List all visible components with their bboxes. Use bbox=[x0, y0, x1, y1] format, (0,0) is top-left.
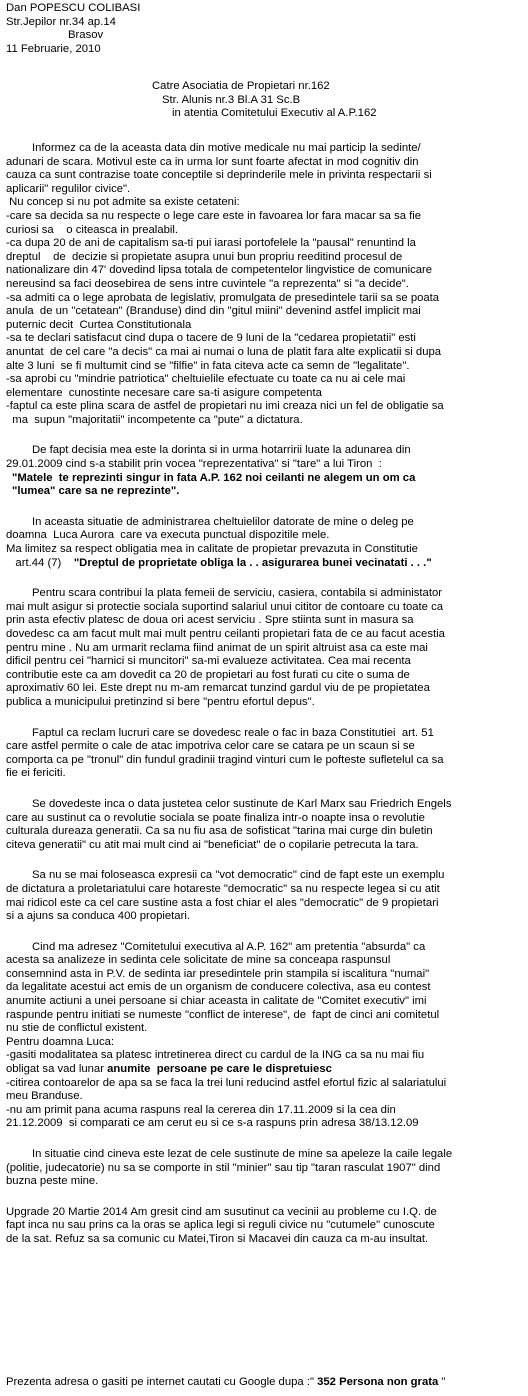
text-line: In aceasta situatie de administrarea cheltuielilor datorate de mine o deleg pe bbox=[32, 515, 414, 528]
text-line: -ca dupa 20 de ani de capitalism sa-ti pui iarasi portofelele la "pausal" renuntind la bbox=[6, 237, 416, 250]
paragraph-contribution bbox=[6, 587, 522, 709]
text-line: fie ei fericiti. bbox=[6, 767, 66, 780]
text-line: acesta sa analizeze in sedinta cele solicitate de mine sa conceapa raspunsul bbox=[6, 954, 391, 967]
recipient-line-1: Catre Asociatia de Propietari nr.162 bbox=[152, 80, 330, 92]
text-line: elementare cunostinte necesare care sa-ti asigure competenta bbox=[6, 386, 322, 399]
text-line: comporta ca pe "tronul" din fundul gradinii tragind vinturi cum le pofteste sufletelul ca sa bbox=[6, 753, 444, 766]
recipient-line-3: in atentia Comitetului Executiv al A.P.162 bbox=[172, 107, 377, 120]
paragraph-revolution bbox=[6, 798, 522, 852]
paragraph-constitution bbox=[6, 727, 522, 781]
text-line bbox=[6, 557, 522, 571]
text-line: care au sustinut ca o revolutie sociala se poate finaliza intr-o noapte insa o revolutie bbox=[6, 811, 425, 824]
text-line: meu Branduse. bbox=[6, 1090, 83, 1103]
text-line: si a ajuns sa conduca 400 propietari. bbox=[6, 910, 191, 923]
text-line: care astfel permite o cale de atac impotriva celor care se catara pe un scaun si se bbox=[6, 740, 415, 753]
text-line: ma supun "majoritatii" incompetente ca "pute" a dictatura. bbox=[6, 413, 303, 426]
text-line: aproximativ 60 lei. Este drept nu m-am remarcat tunzind gardul viu de pe propietatea bbox=[6, 682, 430, 695]
text-line: prin asta efectiv platesc de doua ori acest serviciu . Spre stiinta sunt in masura sa bbox=[6, 614, 414, 627]
luca-text: obligat sa vad lunar bbox=[6, 1063, 108, 1076]
footer-text: Prezenta adresa o gasiti pe internet cautati cu Google dupa :" bbox=[6, 1376, 318, 1388]
text-line bbox=[6, 1063, 522, 1077]
text-line: In situatie cind cineva este lezat de cele sustinute de mine sa apeleze la caile legale bbox=[32, 1148, 453, 1160]
text-line: da legalitate acestui act emis de un organism de conducere colectiva, asa eu contest bbox=[6, 981, 431, 994]
paragraph-delegation bbox=[6, 516, 522, 570]
letter-body bbox=[6, 142, 522, 1264]
text-line: -gasiti modalitatea sa platesc intretinerea direct cu cardul de la ING ca sa nu mai fiu bbox=[6, 1049, 425, 1062]
luca-heading: Pentru doamna Luca: bbox=[6, 1035, 115, 1048]
text-line: nationalizare din 47' dovedind lipsa totala de competentelor lingvistice de comunicare bbox=[6, 264, 433, 277]
text-line: Pentru scara contribui la plata femeii de serviciu, casiera, contabila si administator bbox=[32, 587, 443, 600]
text-line: 29.01.2009 cind s-a stabilit prin vocea "reprezentativa" si "tare" a lui Tiron : bbox=[6, 458, 382, 471]
text-line: pentru mine . Nu am urmarit reclama fiind animat de un spirit altruist asa ca este mai bbox=[6, 641, 428, 654]
text-line: Sa nu se mai foloseasca expresii ca "vot democratic" cind de fapt este un exemplu bbox=[32, 869, 445, 882]
text-line: puternic decit Curtea Constitutionala bbox=[6, 318, 192, 331]
text-line: raspunde pentru initiati se numeste "conflict de interese", de fapt de cinci ani comitetul bbox=[6, 1008, 440, 1021]
text-line: 21.12.2009 si comparati ce am cerut eu si ce s-a raspuns prin adresa 38/13.12.09 bbox=[6, 1117, 419, 1130]
text-line: anuntat de cel care "a decis" ca mai ai numai o luna de platit fara alte explicatii si dupa bbox=[6, 345, 442, 358]
text-line: buzna peste mine. bbox=[6, 1175, 99, 1188]
text-line: anumite actiuni a unei persoane si chiar aceasta in calitate de "Comitet executiv" imi bbox=[6, 995, 427, 1008]
footer-quote-end: " bbox=[438, 1376, 446, 1388]
paragraph-committee bbox=[6, 941, 522, 1131]
text-line: citeva generatii" cu atit mai mult cind ai "beneficiat" de o copilarie petrecuta la tara. bbox=[6, 838, 419, 851]
text-line: -faptul ca este plina scara de astfel de propietari nu imi creaza nici un fel de obligatie sa bbox=[6, 400, 444, 413]
footer-search-hint bbox=[6, 1376, 528, 1390]
paragraph-legal bbox=[6, 1148, 522, 1189]
text-line: aplicarii" regulilor civice". bbox=[6, 182, 131, 195]
text-line: -sa admiti ca o lege aprobata de legislativ, promulgata de presedintele tarii sa se poata bbox=[6, 291, 440, 304]
search-term: 352 Persona non grata bbox=[317, 1376, 439, 1388]
text-line: Ma limitez sa respect obligatia mea in calitate de propietar prevazuta in Constitutie bbox=[6, 543, 418, 556]
text-line: -sa te declari satisfacut cind dupa o tacere de 9 luni de la "cedarea propietatii" esti bbox=[6, 332, 416, 345]
text-line: alte 3 luni se fi multumit cind se "filfie" in fata citeva acte ca semn de "legalitate". bbox=[6, 359, 410, 372]
text-line: -sa aprobi cu "mindrie patriotica" cheltuielile efectuate cu toate ca nu ai cele mai bbox=[6, 373, 406, 386]
text-line: doamna Luca Aurora care va executa punctual dispozitile mele. bbox=[6, 529, 330, 542]
text-line: culturala dureaza generatii. Ca sa nu fiu asa de sofisticat "tarina mai curge din buletin bbox=[6, 825, 433, 838]
luca-bold-text: anumite persoane pe care le dispretuiesc bbox=[107, 1063, 332, 1076]
article-ref: art.44 (7) bbox=[6, 556, 74, 569]
text-line: contributie este ca am dovedit ca 20 de propietari au fost furati cu cite o suma de bbox=[6, 668, 410, 681]
text-line: adunari de scara. Motivul este ca in urma lor sunt foarte afectat in mod cognitiv din bbox=[6, 155, 419, 168]
text-line: dovedesc ca am facut mult mai mult pentru ceilanti propietari fata de ce au facut acestia bbox=[6, 628, 445, 640]
text-line: Se dovedeste inca o data justetea celor sustinute de Karl Marx sau Friedrich Engels bbox=[32, 797, 452, 810]
text-line: curiosi sa o citeasca in prealabil. bbox=[6, 223, 179, 236]
text-line: cauza ca sunt contrazise toate conceptile si deprinderile mele in privinta respectarii si bbox=[6, 169, 432, 182]
paragraph-democracy bbox=[6, 869, 522, 923]
paragraph-decision bbox=[6, 444, 522, 498]
text-line: Upgrade 20 Martie 2014 Am gresit cind am susutinut ca vecinii au probleme cu I.Q. de bbox=[6, 1205, 437, 1218]
text-line: De fapt decisia mea este la dorinta si in urma hotarririi luate la adunarea din bbox=[32, 444, 411, 457]
text-line: consemnind asta in P.V. de sedinta iar presedintele prin stampila si iscalitura "numai" bbox=[6, 967, 430, 980]
recipient-block bbox=[152, 80, 512, 121]
sender-name: Dan POPESCU COLIBASI bbox=[6, 2, 141, 14]
sender-block bbox=[6, 2, 140, 56]
text-line: publica a municipului pretinzind si bere "pentru efortul depus". bbox=[6, 695, 315, 708]
text-line: -citirea contoarelor de apa sa se faca la trei luni reducind astfel efortul fizic al salariatului bbox=[6, 1076, 447, 1089]
text-line: (politie, judecatorie) nu sa se comporte in stil "minier" sau tip "taran rasculat 1907" dind bbox=[6, 1161, 441, 1174]
constitution-quote: "Dreptul de proprietate obliga la . . asigurarea bunei vecinatati . . ." bbox=[73, 556, 432, 569]
paragraph-1 bbox=[6, 142, 522, 427]
paragraph-upgrade bbox=[6, 1206, 522, 1247]
text-line: -nu am primit pana acuma raspuns real la cererea din 17.11.2009 si la cea din bbox=[6, 1103, 396, 1116]
text-line: dreptul de decizie si propietate asupra unui bun propriu reeditind procesul de bbox=[6, 250, 403, 263]
sender-street: Str.Jepilor nr.34 ap.14 bbox=[6, 15, 116, 28]
text-line: nu stie de conflictul existent. bbox=[6, 1022, 148, 1035]
letter-date: 11 Februarie, 2010 bbox=[6, 42, 101, 55]
text-line: mai ridicol este ca cel care sustine asta a fost chiar el ales "democratic" de 9 propietari bbox=[6, 896, 439, 909]
text-line: fapt inca nu sau prins ca la oras se aplica legi si reguli civice nu "cutumele" cunoscute bbox=[6, 1219, 435, 1232]
text-line: nereusind sa faci deosebirea de sens intre cuvintele "a reprezenta" si "a decide". bbox=[6, 277, 409, 290]
text-line: anula de un "cetatean" (Branduse) dind din "gitul miini" devenind astfel implicit mai bbox=[6, 305, 421, 318]
text-line: Cind ma adresez "Comitetului executiva al A.P. 162" am pretentia "absurda" ca bbox=[32, 940, 426, 953]
text-line: Informez ca de la aceasta data din motive medicale nu mai particip la sedinte/ bbox=[32, 142, 421, 154]
text-line: dificil pentru cei "harnici si muncitori" sa-mi evalueze activitatea. Cea mai recenta bbox=[6, 655, 411, 668]
text-line: -care sa decida sa nu respecte o lege care este in favoarea lor fara macar sa sa fie bbox=[6, 209, 422, 222]
quote-line: "lumea" care sa ne reprezinte". bbox=[12, 485, 180, 498]
text-line: Faptul ca reclam lucruri care se dovedesc reale o fac in baza Constitutiei art. 51 bbox=[32, 726, 434, 739]
text-line: Nu concep si nu pot admite sa existe cetateni: bbox=[6, 196, 240, 209]
recipient-line-2: Str. Alunis nr.3 Bl.A 31 Sc.B bbox=[162, 93, 301, 106]
sender-city: Brasov bbox=[68, 29, 104, 42]
quote-line: "Matele te reprezinti singur in fata A.P. 162 noi ceilanti ne alegem un om ca bbox=[12, 471, 416, 484]
text-line: mai mult asigur si protectie sociala suportind salariul unui cititor de contoare cu toate ca bbox=[6, 600, 444, 613]
text-line: de dictatura a proletariatului care hotareste "democratic" sa nu respecte legea si cu atit bbox=[6, 882, 440, 895]
text-line: de la sat. Refuz sa sa comunic cu Matei,Tiron si Macavei din cauza ca m-au insultat. bbox=[6, 1232, 429, 1245]
